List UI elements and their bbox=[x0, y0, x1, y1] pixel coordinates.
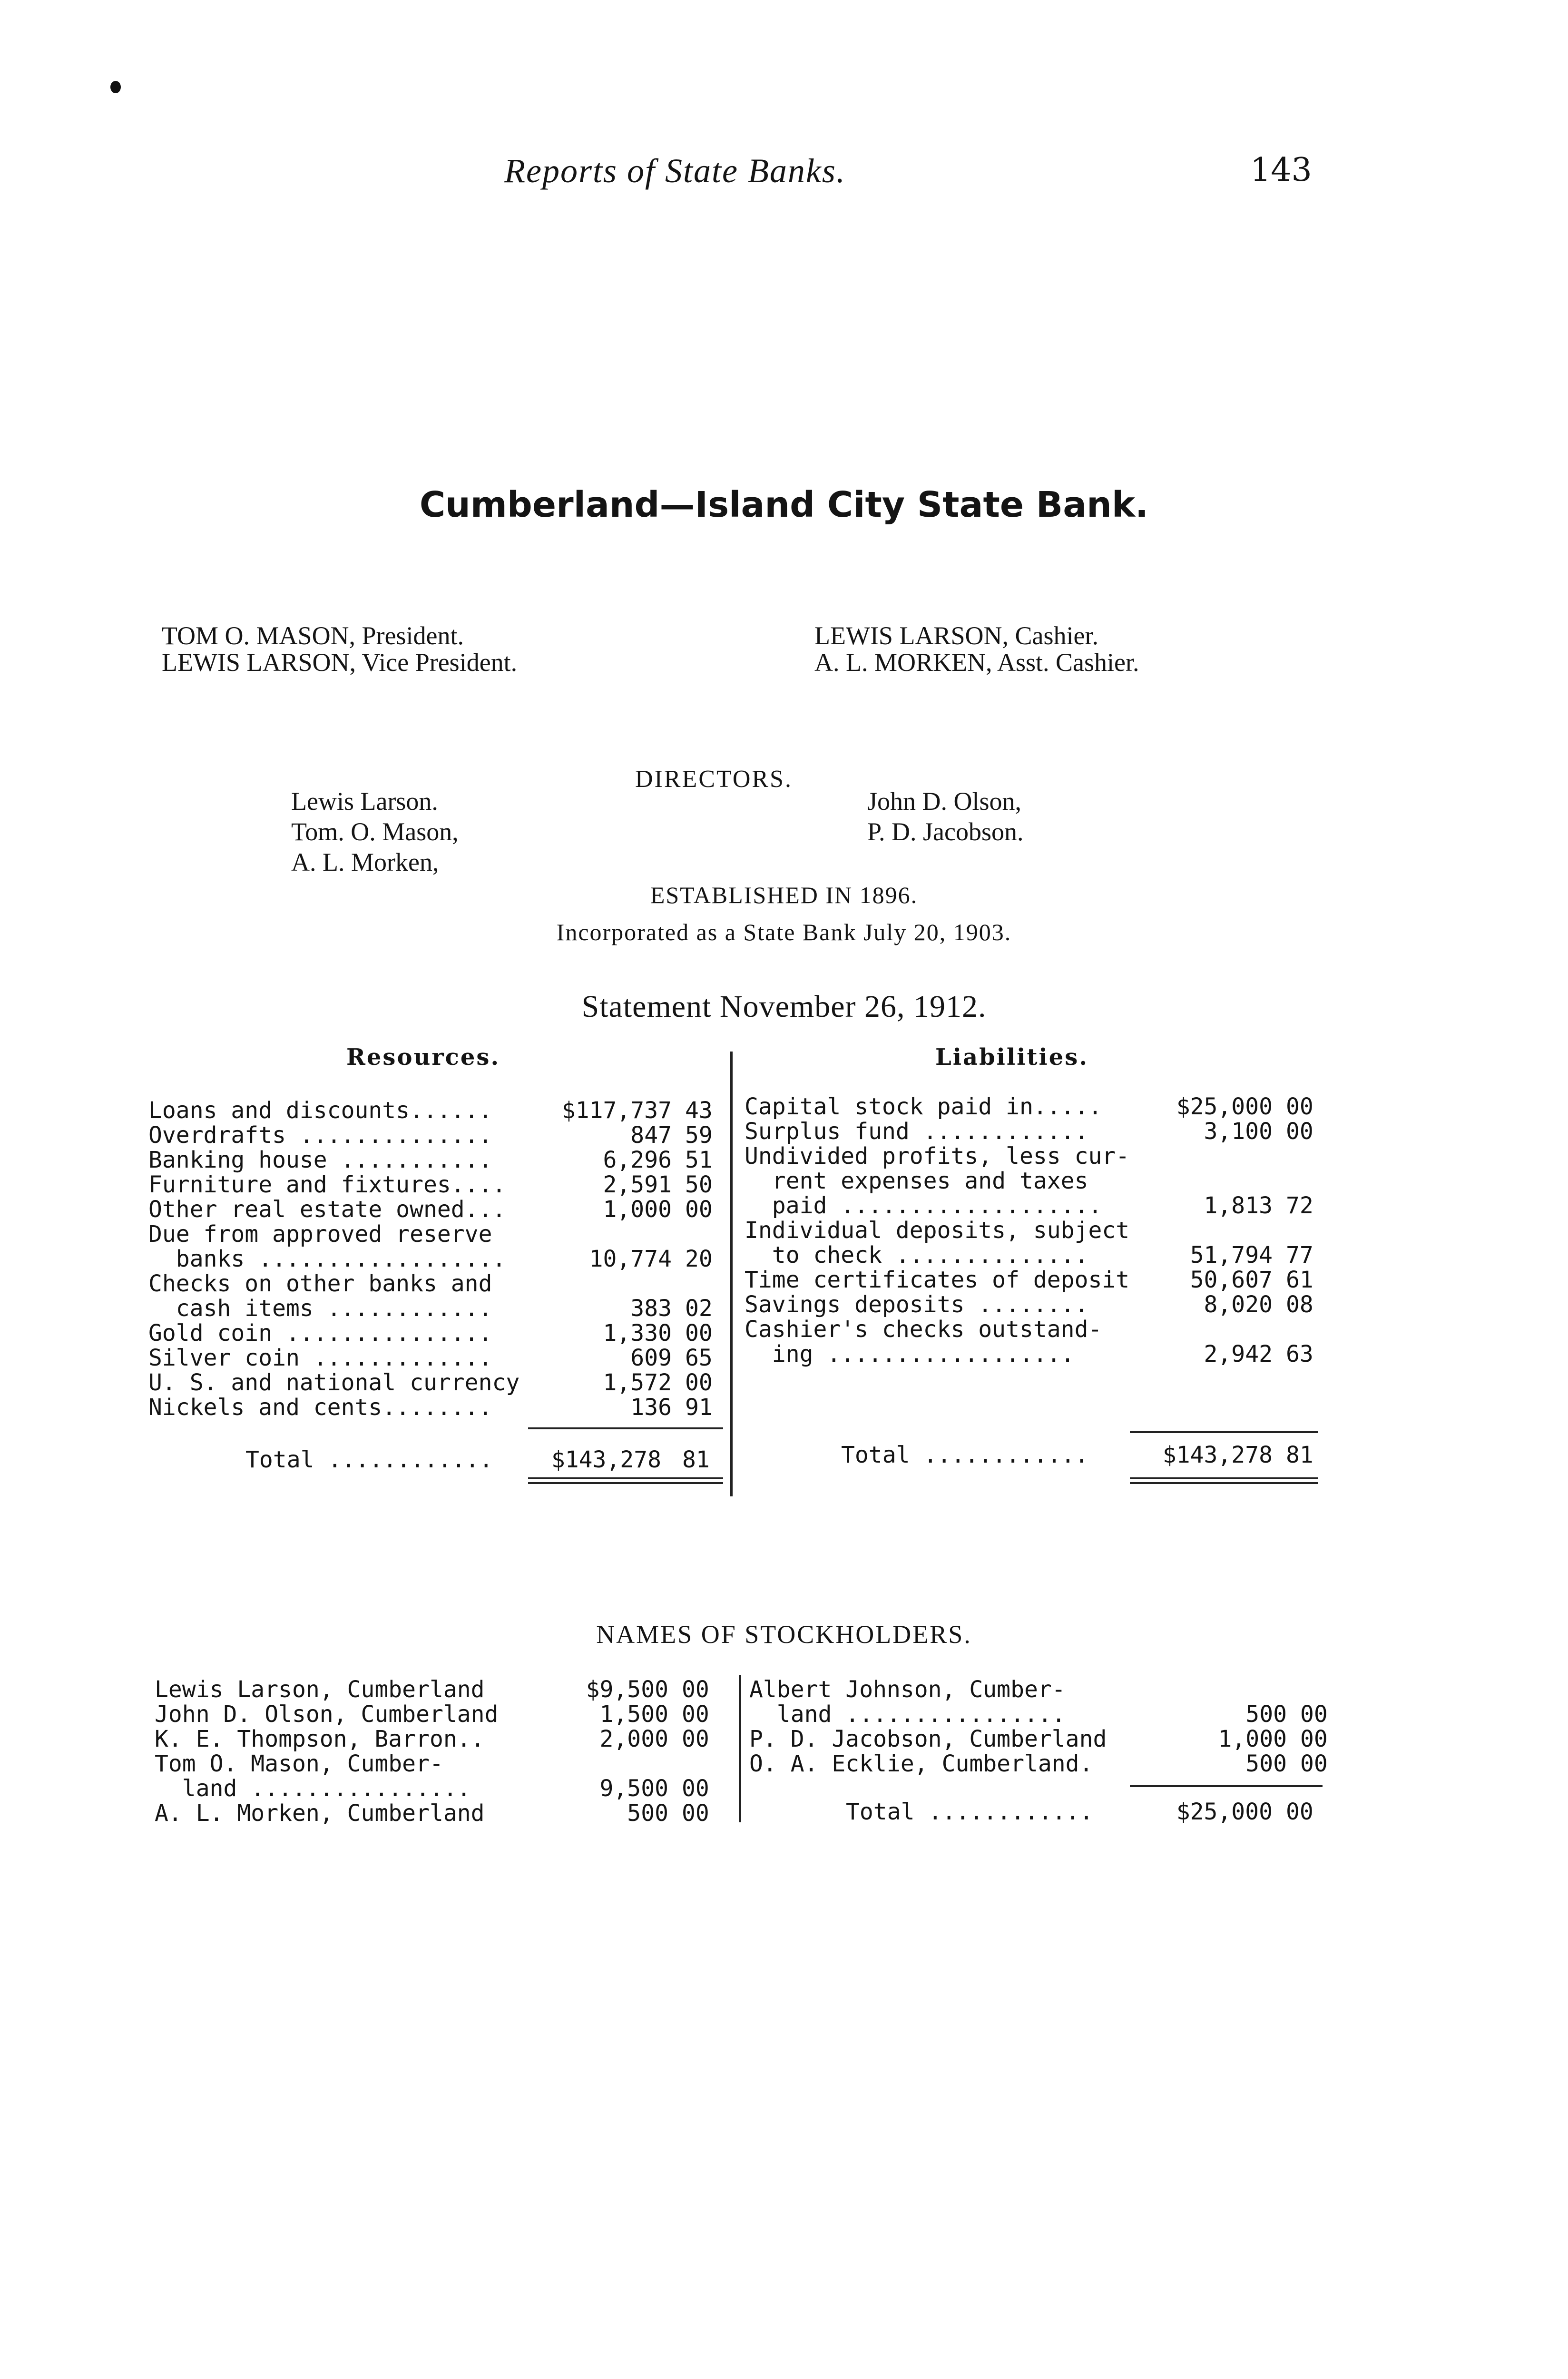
row-cents: 20 bbox=[685, 1246, 713, 1272]
stockholders-total-label: Total ............ bbox=[846, 1799, 1094, 1825]
row-label: ing .................. bbox=[745, 1341, 1075, 1367]
director-name: John D. Olson, bbox=[867, 787, 1022, 816]
row-cents bbox=[1273, 1218, 1313, 1243]
table-row bbox=[148, 1098, 713, 1123]
row-dollars: 2,591 bbox=[603, 1171, 672, 1198]
stockholder-dollars: 500 bbox=[1245, 1750, 1287, 1777]
table-row bbox=[749, 1727, 1328, 1751]
row-cents: 08 bbox=[1286, 1291, 1313, 1318]
column-divider bbox=[730, 1052, 733, 1496]
stockholder-cents: 00 bbox=[682, 1726, 709, 1752]
row-label: Undivided profits, less cur- bbox=[745, 1143, 1130, 1170]
table-row bbox=[155, 1677, 709, 1702]
row-cents: 00 bbox=[1286, 1118, 1313, 1145]
stockholders-total-rule bbox=[1130, 1785, 1323, 1787]
row-label: Cashier's checks outstand- bbox=[745, 1316, 1102, 1343]
table-row bbox=[148, 1247, 713, 1271]
resources-heading: Resources. bbox=[346, 1044, 500, 1071]
row-cents: 59 bbox=[685, 1122, 713, 1149]
row-cents: 00 bbox=[685, 1320, 713, 1347]
running-title: Reports of State Banks. bbox=[504, 152, 846, 190]
table-row bbox=[745, 1218, 1313, 1243]
stockholder-cents bbox=[1287, 1677, 1328, 1702]
row-dollars: 8,020 bbox=[1204, 1291, 1273, 1318]
stockholder-name: Tom O. Mason, Cumber- bbox=[155, 1750, 443, 1777]
page-number: 143 bbox=[1250, 151, 1312, 189]
resources-total-double-rule bbox=[528, 1477, 723, 1484]
stockholders-total-cents: 00 bbox=[1286, 1799, 1313, 1825]
row-label: Due from approved reserve bbox=[148, 1221, 492, 1248]
established-line: ESTABLISHED IN 1896. bbox=[650, 882, 918, 908]
stockholder-name: John D. Olson, Cumberland bbox=[155, 1701, 499, 1728]
row-cents bbox=[672, 1222, 713, 1247]
table-row bbox=[155, 1727, 709, 1751]
stockholders-left-table bbox=[155, 1677, 709, 1826]
directors-heading: DIRECTORS. bbox=[635, 766, 793, 793]
table-row bbox=[745, 1292, 1313, 1317]
officers-left bbox=[162, 622, 517, 676]
row-dollars: $25,000 bbox=[1176, 1093, 1273, 1120]
table-row bbox=[749, 1751, 1328, 1776]
row-dollars bbox=[1135, 1218, 1273, 1243]
row-cents: 51 bbox=[685, 1147, 713, 1173]
stockholder-name: land ................ bbox=[155, 1775, 471, 1802]
officers-right bbox=[814, 622, 1139, 676]
resources-total-label: Total ............ bbox=[245, 1446, 493, 1473]
row-dollars bbox=[1135, 1169, 1273, 1193]
stockholder-name: Albert Johnson, Cumber- bbox=[749, 1676, 1066, 1703]
stockholder-cents: 00 bbox=[682, 1775, 709, 1802]
incorporated-line: Incorporated as a State Bank July 20, 1903. bbox=[556, 919, 1012, 945]
row-cents: 72 bbox=[1286, 1192, 1313, 1219]
row-cents bbox=[672, 1271, 713, 1296]
stockholder-cents: 00 bbox=[682, 1800, 709, 1827]
row-label: Capital stock paid in..... bbox=[745, 1093, 1102, 1120]
stockholder-name: O. A. Ecklie, Cumberland. bbox=[749, 1750, 1093, 1777]
stockholder-name: Lewis Larson, Cumberland bbox=[155, 1676, 485, 1703]
row-label: Furniture and fixtures.... bbox=[148, 1171, 506, 1198]
row-label: Surplus fund ............ bbox=[745, 1118, 1088, 1145]
table-row bbox=[148, 1222, 713, 1247]
row-cents: 50 bbox=[685, 1171, 713, 1198]
row-dollars: 10,774 bbox=[589, 1246, 672, 1272]
table-row bbox=[148, 1271, 713, 1296]
row-dollars: 1,000 bbox=[603, 1196, 672, 1223]
table-row bbox=[745, 1094, 1313, 1119]
table-row bbox=[148, 1395, 713, 1420]
table-row bbox=[745, 1317, 1313, 1342]
row-cents: 77 bbox=[1286, 1242, 1313, 1268]
table-row bbox=[745, 1119, 1313, 1144]
table-row bbox=[745, 1342, 1313, 1366]
stockholder-dollars bbox=[1158, 1677, 1287, 1702]
stockholder-name: P. D. Jacobson, Cumberland bbox=[749, 1726, 1107, 1752]
table-row bbox=[745, 1144, 1313, 1169]
row-dollars bbox=[539, 1222, 672, 1247]
stockholder-name: A. L. Morken, Cumberland bbox=[155, 1800, 485, 1827]
row-cents: 00 bbox=[685, 1369, 713, 1396]
row-dollars: 51,794 bbox=[1190, 1242, 1273, 1268]
stockholder-dollars: $9,500 bbox=[586, 1676, 668, 1703]
row-cents: 91 bbox=[685, 1394, 713, 1421]
row-label: Loans and discounts...... bbox=[148, 1097, 492, 1124]
director-name: Lewis Larson. bbox=[291, 787, 438, 816]
officer-cashier: LEWIS LARSON, Cashier. bbox=[814, 621, 1098, 650]
row-dollars bbox=[1135, 1144, 1273, 1169]
liabilities-total-rule bbox=[1130, 1431, 1318, 1433]
stockholder-dollars: 9,500 bbox=[599, 1775, 668, 1802]
directors-left bbox=[291, 786, 459, 877]
table-row bbox=[745, 1193, 1313, 1218]
liabilities-heading: Liabilities. bbox=[935, 1044, 1089, 1071]
stockholder-cents: 00 bbox=[1300, 1750, 1328, 1777]
table-row bbox=[155, 1776, 709, 1801]
row-label: banks .................. bbox=[148, 1246, 506, 1272]
bank-title: Cumberland—Island City State Bank. bbox=[419, 484, 1149, 525]
row-cents: 65 bbox=[685, 1345, 713, 1371]
row-dollars: 3,100 bbox=[1204, 1118, 1273, 1145]
stockholder-cents: 00 bbox=[682, 1676, 709, 1703]
row-label: Banking house ........... bbox=[148, 1147, 492, 1173]
row-dollars: 383 bbox=[630, 1295, 672, 1322]
table-row bbox=[155, 1751, 709, 1776]
director-name: A. L. Morken, bbox=[291, 848, 439, 876]
row-label: Savings deposits ........ bbox=[745, 1291, 1088, 1318]
table-row bbox=[148, 1370, 713, 1395]
officer-asst-cashier: A. L. MORKEN, Asst. Cashier. bbox=[814, 648, 1139, 677]
row-cents: 43 bbox=[685, 1097, 713, 1124]
row-dollars bbox=[1135, 1317, 1273, 1342]
table-row bbox=[148, 1321, 713, 1346]
row-label: paid ................... bbox=[745, 1192, 1102, 1219]
row-label: U. S. and national currency bbox=[148, 1369, 520, 1396]
row-label: Other real estate owned... bbox=[148, 1196, 506, 1223]
liabilities-table bbox=[745, 1094, 1313, 1366]
stockholders-total-dollars: $25,000 bbox=[1176, 1799, 1273, 1825]
statement-title: Statement November 26, 1912. bbox=[581, 989, 987, 1024]
row-cents: 00 bbox=[685, 1196, 713, 1223]
row-dollars: 1,330 bbox=[603, 1320, 672, 1347]
stockholder-name: land ................ bbox=[749, 1701, 1066, 1728]
liabilities-total-label: Total ............ bbox=[841, 1442, 1089, 1468]
table-row bbox=[148, 1197, 713, 1222]
row-label: Gold coin ............... bbox=[148, 1320, 492, 1347]
row-cents: 02 bbox=[685, 1295, 713, 1322]
resources-total-cents: 81 bbox=[682, 1446, 710, 1473]
row-cents bbox=[1273, 1169, 1313, 1193]
row-cents bbox=[1273, 1144, 1313, 1169]
row-cents: 63 bbox=[1286, 1341, 1313, 1367]
row-dollars: 2,942 bbox=[1204, 1341, 1273, 1367]
table-row bbox=[148, 1172, 713, 1197]
table-row bbox=[749, 1702, 1328, 1727]
officer-president: TOM O. MASON, President. bbox=[162, 621, 464, 650]
stockholders-right-table bbox=[749, 1677, 1328, 1776]
row-dollars: 6,296 bbox=[603, 1147, 672, 1173]
liabilities-total-double-rule bbox=[1130, 1477, 1318, 1484]
row-dollars: 609 bbox=[630, 1345, 672, 1371]
stockholder-dollars bbox=[549, 1751, 668, 1776]
stockholder-cents bbox=[668, 1751, 709, 1776]
row-label: Overdrafts .............. bbox=[148, 1122, 492, 1149]
resources-total-dollars: $143,278 bbox=[551, 1446, 661, 1473]
liabilities-total-cents: 81 bbox=[1286, 1442, 1313, 1468]
row-label: rent expenses and taxes bbox=[745, 1168, 1088, 1194]
table-row bbox=[155, 1801, 709, 1826]
margin-mark bbox=[110, 81, 121, 93]
row-label: Individual deposits, subject bbox=[745, 1217, 1130, 1244]
row-cents: 00 bbox=[1286, 1093, 1313, 1120]
officer-vice-president: LEWIS LARSON, Vice President. bbox=[162, 648, 518, 677]
table-row bbox=[155, 1702, 709, 1727]
row-cents: 61 bbox=[1286, 1267, 1313, 1293]
director-name: P. D. Jacobson. bbox=[867, 817, 1024, 846]
stockholder-cents: 00 bbox=[1300, 1726, 1328, 1752]
row-dollars: 1,572 bbox=[603, 1369, 672, 1396]
row-label: cash items ............ bbox=[148, 1295, 492, 1322]
table-row bbox=[148, 1123, 713, 1148]
table-row bbox=[148, 1148, 713, 1172]
resources-total-rule bbox=[528, 1427, 723, 1429]
stockholder-dollars: 1,500 bbox=[599, 1701, 668, 1728]
table-row bbox=[745, 1169, 1313, 1193]
stockholders-heading: NAMES OF STOCKHOLDERS. bbox=[596, 1620, 972, 1649]
row-dollars bbox=[539, 1271, 672, 1296]
stockholder-dollars: 500 bbox=[627, 1800, 668, 1827]
row-label: Silver coin ............. bbox=[148, 1345, 492, 1371]
director-name: Tom. O. Mason, bbox=[291, 817, 459, 846]
stockholders-divider bbox=[739, 1675, 741, 1822]
table-row bbox=[745, 1243, 1313, 1268]
row-dollars: 1,813 bbox=[1204, 1192, 1273, 1219]
table-row bbox=[749, 1677, 1328, 1702]
table-row bbox=[148, 1346, 713, 1370]
row-label: Nickels and cents........ bbox=[148, 1394, 492, 1421]
row-dollars: 847 bbox=[630, 1122, 672, 1149]
stockholder-dollars: 2,000 bbox=[599, 1726, 668, 1752]
liabilities-total-dollars: $143,278 bbox=[1162, 1442, 1273, 1468]
stockholder-dollars: 500 bbox=[1245, 1701, 1287, 1728]
table-row bbox=[148, 1296, 713, 1321]
stockholder-dollars: 1,000 bbox=[1218, 1726, 1287, 1752]
row-dollars: $117,737 bbox=[561, 1097, 672, 1124]
row-dollars: 136 bbox=[630, 1394, 672, 1421]
row-dollars: 50,607 bbox=[1190, 1267, 1273, 1293]
resources-table bbox=[148, 1098, 713, 1420]
row-label: to check .............. bbox=[745, 1242, 1088, 1268]
directors-right bbox=[867, 786, 1024, 847]
row-label: Checks on other banks and bbox=[148, 1270, 492, 1297]
stockholder-cents: 00 bbox=[682, 1701, 709, 1728]
table-row bbox=[745, 1268, 1313, 1292]
stockholder-name: K. E. Thompson, Barron.. bbox=[155, 1726, 485, 1752]
stockholder-cents: 00 bbox=[1300, 1701, 1328, 1728]
row-cents bbox=[1273, 1317, 1313, 1342]
row-label: Time certificates of deposit bbox=[745, 1267, 1130, 1293]
